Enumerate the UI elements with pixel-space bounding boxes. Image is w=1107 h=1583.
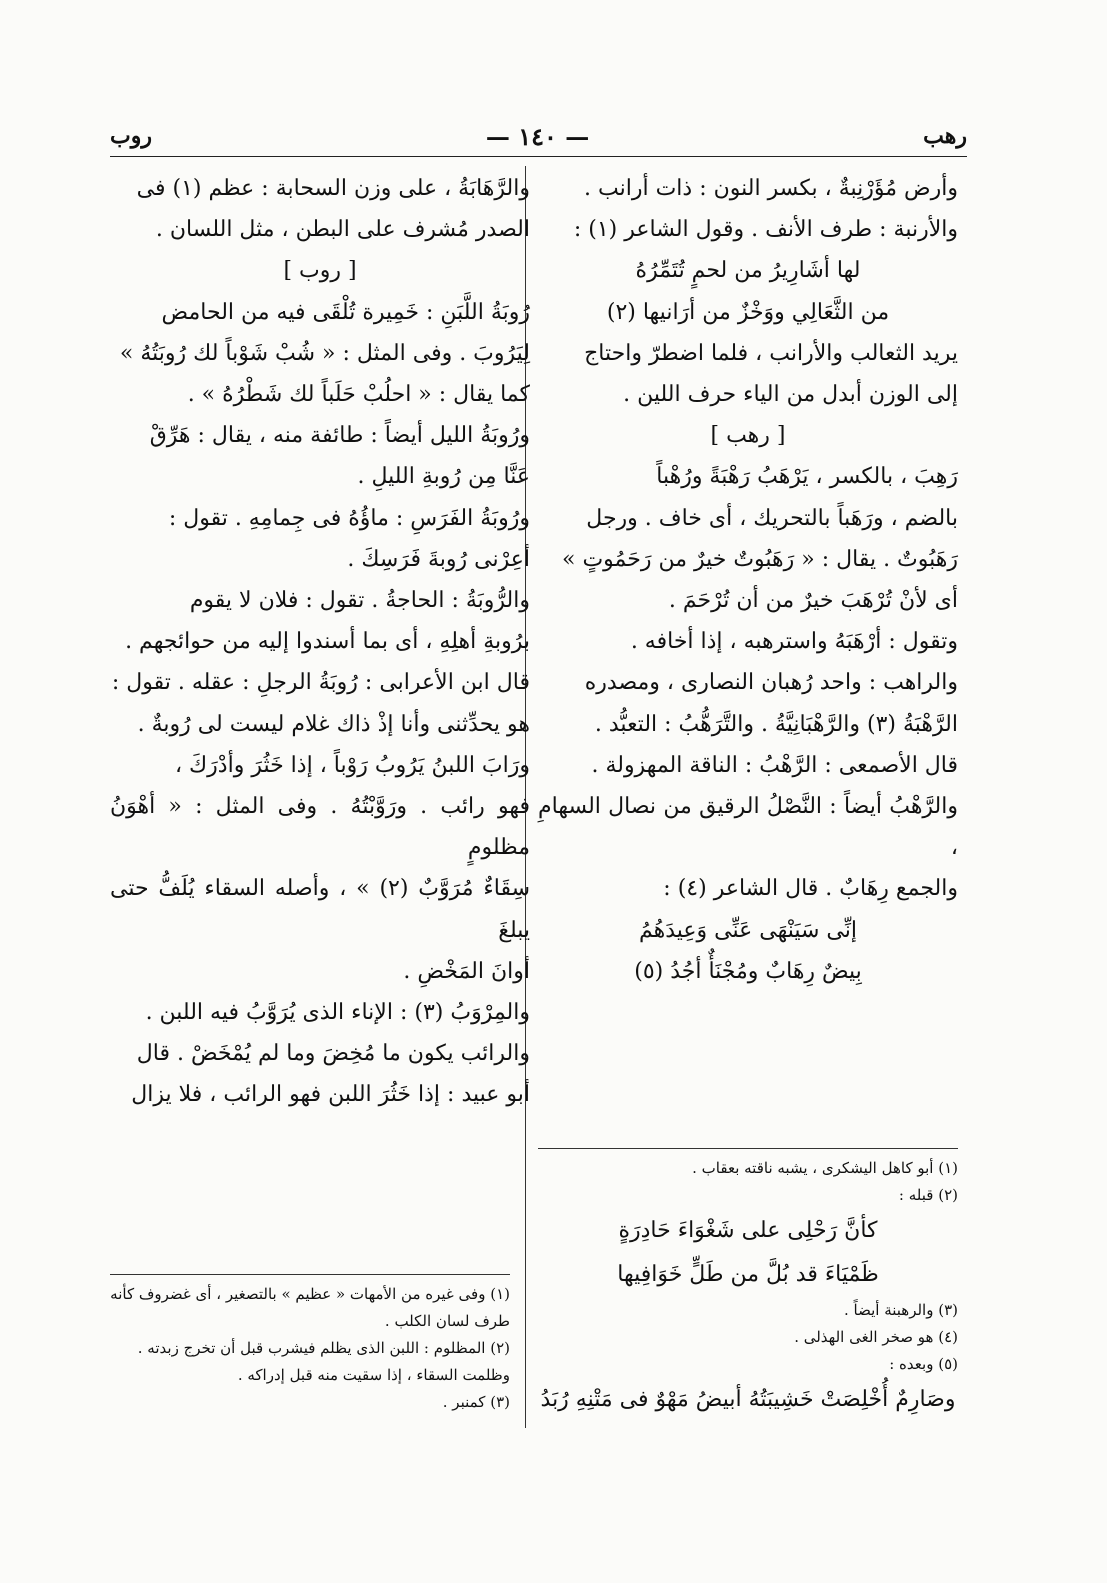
footnote: (٢) قبله : (898, 1186, 958, 1204)
section-heading: [ رهب ] (710, 423, 786, 449)
text-line: ورُوبَةُ الليل أيضاً : طائفة منه ، يقال : هَرِّقْ (149, 423, 530, 449)
text-line: والمِرْوَبُ (٣) : الإناء الذى يُرَوَّبُ فيه اللبن . (145, 1000, 530, 1026)
verse-line: إنِّى سَيَنْهَى عَنِّى وَعِيدَهُمُ (638, 917, 858, 943)
text-line: يريد الثعالب والأرانب ، فلما اضطرّ واحتاج (584, 340, 958, 366)
text-line: عَنَّا مِن رُوبةِ الليلِ . (357, 464, 530, 490)
left-footnotes (110, 1274, 510, 1416)
page-number: — ١٤٠ — (485, 121, 590, 151)
footnote: (٤) هو صخر الغى الهذلى . (794, 1328, 958, 1346)
header-entry-right: رهب (923, 123, 967, 149)
text-line: وتقول : أرْهَبَهُ واسترهبه ، إذا أخافه . (630, 629, 958, 655)
footnote: (١) أبو كاهل اليشكرى ، يشبه ناقته بعقاب . (692, 1159, 958, 1177)
text-line: أى لأنْ تُرْهَبَ خيرٌ من أن تُرْحَمَ . (668, 588, 958, 614)
section-heading: [ روب ] (283, 258, 357, 284)
text-line: ورُوبَةُ الفَرَسِ : ماؤُهُ فى جِمامِهِ . تقول : (168, 505, 530, 531)
text-line: قال الأصمعى : الرَّهْبُ : الناقة المهزولة . (591, 752, 958, 778)
text-line: والأرنبة : طرف الأنف . وقول الشاعر (١) : (573, 217, 958, 243)
footnote: (٣) والرهبنة أيضاً . (843, 1301, 958, 1319)
text-line: أبو عبيد : إذا خَثُرَ اللبن فهو الرائب ، فلا يزال (131, 1082, 530, 1108)
text-line: كما يقال : « احلُبْ حَلَباً لك شَطْرُهُ » . (187, 382, 530, 408)
text-line: والرَّهْبُ أيضاً : النَّصْلُ الرقيق من نصال السهامِ ، (538, 794, 958, 861)
text-line: أوانَ المَخْضِ . (403, 958, 530, 984)
verse-line: لها أشَارِيرُ من لحمٍ تُتَمِّرُهُ (635, 258, 861, 284)
text-line: والرائب يكون ما مُخِضَ وما لم يُمْخَضْ . قال (136, 1041, 530, 1067)
text-line: قال ابن الأعرابى : رُوبَةُ الرجلِ : عقله . تقول : (111, 670, 530, 696)
footnote: (١) وفى غيره من الأمهات « عظيم » بالتصغير ، أى غضروف كأنه طرف لسان الكلب . (110, 1285, 510, 1330)
text-line: والرَّهَابَةُ ، على وزن السحابة : عظم (١) فى (136, 176, 530, 201)
page-header (110, 116, 967, 157)
text-line: رَهَبُوتٌ . يقال : « رَهَبُوتٌ خيرٌ من رَحَمُوتٍ » (561, 546, 958, 572)
footnote: (٥) وبعده : (889, 1355, 958, 1373)
text-line: سِقَاءٌ مُرَوَّبٌ (٢) » ، وأصله السقاء يُلَفُّ حتى يبلغَ (110, 876, 530, 943)
text-line: إلى الوزن أبدل من الياء حرف اللين . (623, 382, 958, 408)
text-line: الرَّهْبَةُ (٣) والرَّهْبَانِيَّةُ . والتَّرَهُّبُ : التعبُّد . (594, 711, 958, 737)
text-line: أعِرْنى رُوبةَ فَرَسِكَ . (347, 546, 530, 572)
right-column (538, 168, 958, 992)
text-line: فهو رائب . ورَوَّبْتُهُ . وفى المثل : « أهْوَنُ مظلومٍ (110, 794, 530, 861)
text-line: والرُّوبَةُ : الحاجةُ . تقول : فلان لا يقوم (189, 588, 530, 614)
text-line: والراهب : واحد رُهبان النصارى ، ومصدره (584, 670, 958, 696)
footnote-verse: ظَمْيَاءَ قد بُلَّ من طَلٍّ خَوَافِيها (617, 1262, 879, 1287)
text-line: لِيَرُوبَ . وفى المثل : « شُبْ شَوْباً لك رُوبَتُهُ » (119, 340, 530, 366)
verse-line: من الثَّعَالِي ووَخْزٌ من أرَانيها (٢) (606, 299, 890, 325)
text-line: رُوبَةُ اللَّبَنِ : خَمِيرة تُلْقَى فيه من الحامض (161, 299, 530, 325)
text-line: الصدر مُشرف على البطن ، مثل اللسان . (155, 217, 530, 243)
verse-line: بِيضٌ رِهَابٌ ومُجْنَأٌ أجُدُ (٥) (634, 958, 862, 984)
text-line: رَهِبَ ، بالكسر ، يَرْهَبُ رَهْبَةً ورُهْباً (656, 464, 958, 490)
text-line: والجمع رِهَابٌ . قال الشاعر (٤) : (663, 876, 958, 902)
header-entry-left: روب (110, 123, 152, 149)
footnote-verse: وصَارِمٌ أُخْلِصَتْ خَشِيبَتُهُ أبيضُ مَهْوٌ فى مَتْنِهِ رُبَدُ (540, 1387, 956, 1412)
text-line: وأرض مُؤَرْنِبةٌ ، بكسر النون : ذات أرانب . (584, 176, 958, 201)
left-column (110, 168, 530, 1116)
right-footnotes (538, 1148, 958, 1422)
footnote: (٢) المظلوم : اللبن الذى يظلم فيشرب قبل أن تخرج زبدته . وظلمت السقاء ، إذا سقيت منه قبل إدراكه . (137, 1339, 510, 1384)
footnote: (٣) كمنبر . (442, 1393, 510, 1411)
text-line: هو يحدِّثنى وأنا إذْ ذاك غلام ليست لى رُوبةٌ . (137, 711, 530, 737)
text-line: برُوبةِ أهلِهِ ، أى بما أسندوا إليه من حوائجهم . (125, 629, 530, 655)
footnote-verse: كأنَّ رَحْلِى على شَغْوَاءَ حَادِرَةٍ (618, 1218, 878, 1243)
text-line: بالضم ، ورَهَباً بالتحريك ، أى خاف . ورجل (586, 505, 958, 531)
text-line: ورَابَ اللبنُ يَرُوبُ رَوْباً ، إذا خَثُرَ وأدْرَكَ ، (174, 752, 530, 778)
